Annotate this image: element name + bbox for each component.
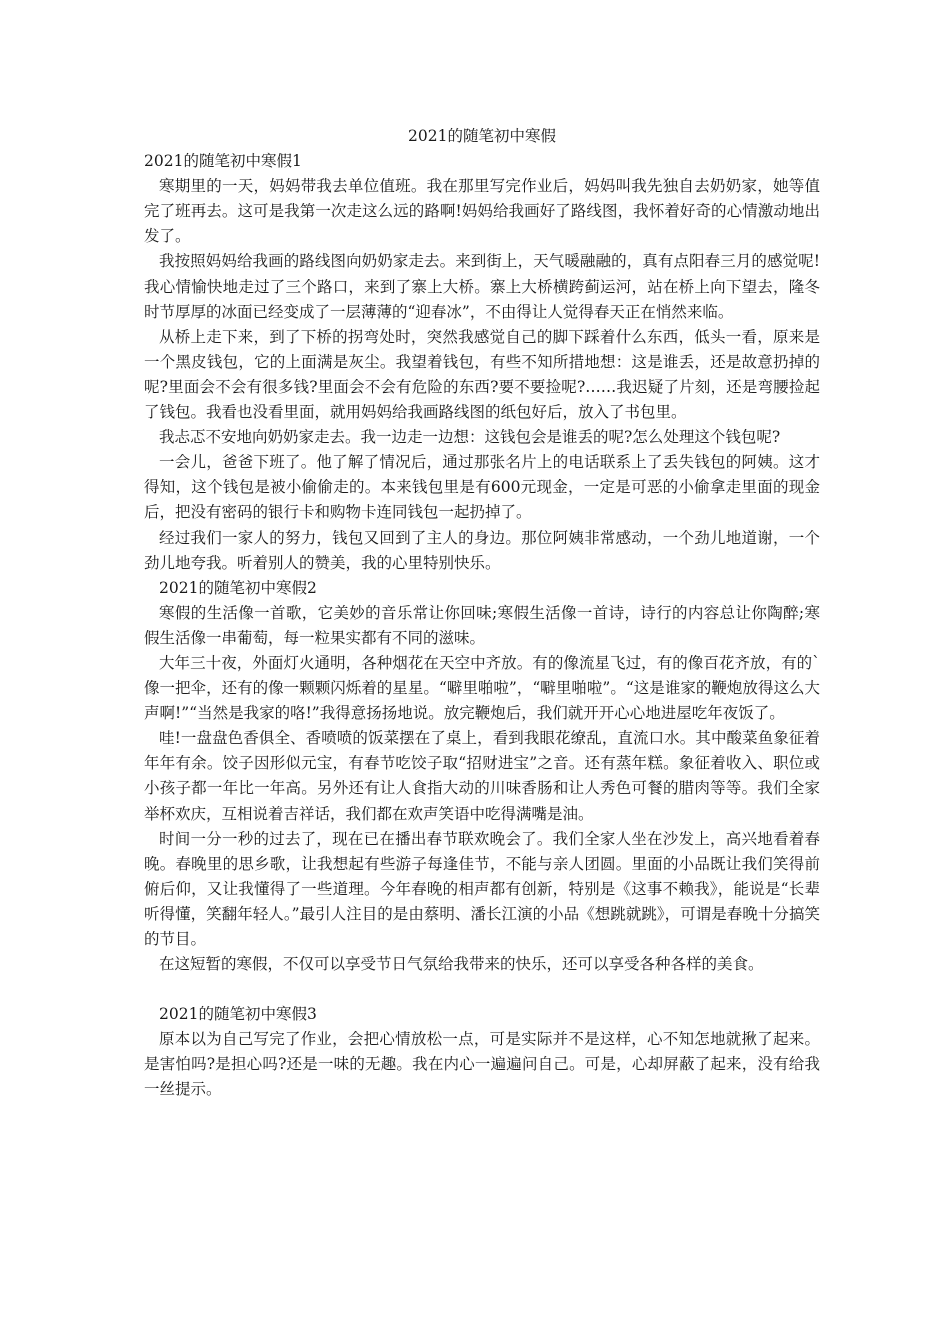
document-title: 2021的随笔初中寒假 — [408, 127, 556, 145]
paragraph: 从桥上走下来，到了下桥的拐弯处时，突然我感觉自己的脚下踩着什么东西，低头一看，原来是一个黑皮钱包，它的上面满是灰尘。我望着钱包，有些不知所措地想：这是谁丢，还是故意扔掉的呢?里面会不会有很多钱?里面会不会有危险的东西?要不要捡呢?……我迟疑了片刻，还是弯腰捡起了钱包。我看也没看里面，就用妈妈给我画路线图的纸包好后，放入了书包里。 — [144, 327, 820, 422]
paragraph: 大年三十夜，外面灯火通明，各种烟花在天空中齐放。有的像流星飞过，有的像百花齐放，有的`像一把伞，还有的像一颗颗闪烁着的星星。“噼里啪啦”，“噼里啪啦”。“这是谁家的鞭炮放得这么大声啊!”“当然是我家的咯!”我得意扬扬地说。放完鞭炮后，我们就开开心心地进屋吃年夜饭了。 — [144, 653, 820, 723]
paragraph: 寒期里的一天，妈妈带我去单位值班。我在那里写完作业后，妈妈叫我先独自去奶奶家，她等值完了班再去。这可是我第一次走这么远的路啊!妈妈给我画好了路线图，我怀着好奇的心情激动地出发了。 — [144, 177, 820, 246]
blank-line — [144, 977, 820, 1002]
section-heading-3: 2021的随笔初中寒假3 — [159, 1005, 317, 1024]
paragraph: 我按照妈妈给我画的路线图向奶奶家走去。来到街上，天气暖融融的，真有点阳春三月的感觉呢!我心情愉快地走过了三个路口，来到了寨上大桥。寨上大桥横跨蓟运河，站在桥上向下望去，隆冬时节厚厚的冰面已经变成了一层薄薄的“迎春冰”，不由得让人觉得春天正在悄然来临。 — [144, 252, 820, 321]
paragraph: 经过我们一家人的努力，钱包又回到了主人的身边。那位阿姨非常感动，一个劲儿地道谢，一个劲儿地夸我。听着别人的赞美，我的心里特别快乐。 — [144, 528, 820, 572]
section-heading-1: 2021的随笔初中寒假1 — [144, 152, 302, 171]
document-page — [144, 124, 820, 1103]
paragraph: 一会儿，爸爸下班了。他了解了情况后，通过那张名片上的电话联系上了丢失钱包的阿姨。这才得知，这个钱包是被小偷偷走的。本来钱包里是有600元现金，一定是可恶的小偷拿走里面的现金后，把没有密码的银行卡和购物卡连同钱包一起扔掉了。 — [144, 453, 820, 522]
paragraph: 寒假的生活像一首歌，它美妙的音乐常让你回味;寒假生活像一首诗，诗行的内容总让你陶醉;寒假生活像一串葡萄，每一粒果实都有不同的滋味。 — [144, 603, 820, 647]
paragraph: 在这短暂的寒假，不仅可以享受节日气氛给我带来的快乐，还可以享受各种各样的美食。 — [159, 955, 764, 974]
paragraph: 原本以为自己写完了作业，会把心情放松一点，可是实际并不是这样，心不知怎地就揪了起来。是害怕吗?是担心吗?还是一味的无趣。我在内心一遍遍问自己。可是，心却屏蔽了起来，没有给我一丝提示。 — [144, 1030, 820, 1099]
section-heading-2: 2021的随笔初中寒假2 — [159, 578, 317, 597]
paragraph: 哇!一盘盘色香俱全、香喷喷的饭菜摆在了桌上，看到我眼花缭乱，直流口水。其中酸菜鱼象征着年年有余。饺子因形似元宝，有春节吃饺子取“招财进宝”之音。还有蒸年糕。象征着收入、职位或小孩子都一年比一年高。另外还有让人食指大动的川味香肠和让人秀色可餐的腊肉等等。我们全家举杯欢庆，互相说着吉祥话，我们都在欢声笑语中吃得满嘴是油。 — [144, 729, 820, 823]
paragraph: 我忐忑不安地向奶奶家走去。我一边走一边想：这钱包会是谁丢的呢?怎么处理这个钱包呢? — [159, 428, 781, 447]
paragraph: 时间一分一秒的过去了，现在已在播出春节联欢晚会了。我们全家人坐在沙发上，高兴地看着春晚。春晚里的思乡歌，让我想起有些游子每逢佳节，不能与亲人团圆。里面的小品既让我们笑得前俯后仰，又让我懂得了一些道理。今年春晚的相声都有创新，特别是《这事不赖我》，能说是“长辈听得懂，笑翻年轻人。”最引人注目的是由蔡明、潘长江演的小品《想跳就跳》，可谓是春晚十分搞笑的节目。 — [144, 829, 820, 948]
